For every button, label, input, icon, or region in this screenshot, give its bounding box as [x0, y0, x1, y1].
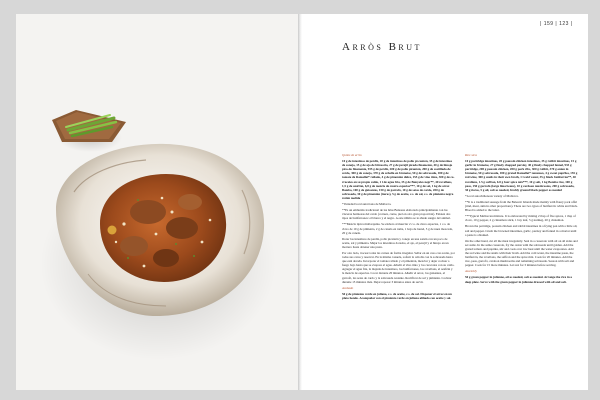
book-spread — [16, 14, 588, 390]
ceramic-bowl — [40, 144, 276, 360]
dish-photo — [16, 14, 298, 390]
garnish-heading-en: Assembly — [465, 269, 477, 274]
method-1-en: Brown the partridge, poussin chicken and rabbit intestines in a frying pan with a little oil, salt and pepper. Crush the browned intestines, garlic, parsley and fennel in a mortar until a paste is obtained. — [465, 224, 578, 237]
page-number: | 159 | 123 | — [540, 21, 573, 27]
ingredients-text-es: 10 g de intestinos de perdiz, 20 g de intestinos de pollo pi-cantón, 35 g de intestinos de conejo, 15 g de ajo de bitxaoria, 27 g de perejil picado finamente, 40 g de hinojo pica-do finamente, 935 g de perdiz, 200 g de pollo picantón, 200 g de costillada de cerdo, 300 g de conejo, 370 g de cebolla en brunoise, 50 g de sobrasada, 180 g de tomate de Ramallet* rallado, 4 g de pimentón dulce, 155 g de vino tinto, 300 g de ca-rracoles en su propio caldo, 1 l de agua fría, 35 g de Bunyoles negr**, 40 rovellons, 1,5 g de azafrán, 6,8 g de mezcla de cuatro especias***, 10 g de sal, 1 kg de arroz Bomba, 100 g de guisantes, 150 g de garrofó, 10 g de setas de cardo, 200 g de sobrasada, 30 g de pimentón (ñoras), 5 g de aceite, c.s. de sal, c.s. de pimienta negra recién molida — [342, 159, 455, 200]
method-1-es: Dorar los intestinos de perdiz, pollo picantón y conejo en una sartén con un poco de aceite, sal y pimienta. Majar los intestinos dorados, el ajo, el perejil y el hinojo en un mortero hasta obtener una pasta. — [342, 236, 449, 249]
ingredients-text-en: 10 g partridge intestines, 20 g poussin chicken intestines, 35 g rabbit intestines, 15 g garlic in brunoise, 27 g finely chopped parsley, 40 g finely chopped fennel, 935 g partridge, 200 g poussin chicken, 200 g pork ribs, 300 g rabbit, 370 g onion in brunoise, 50 g sobrasada, 180 g grated Ramallet* tomatoes, 4 g sweet paprika, 155 g red wine, 300 g snails in their own broth, 1 l cold water, 35 g black butifarrón**, 40 rovellons, 1.5 g saffron, 6.8 g four spice mix***, 10 g salt, 1 kg Bomba rice, 100 g peas, 150 g garrofó (large lima beans), 10 g cardoon mushrooms, 200 g sobrasada, 30 g ñoras, 5 g oil, salt as needed, freshly ground black pepper as needed — [465, 159, 578, 192]
note-2-es: **Es un embutido tradicional de las Islas Baleares elaborado principalmente con las vísceras harinosas del cerdo (corteza, carne, piel en otro gran proporción). Existen dos tipos de butifarrones: el blanco y el negro. A este último se le añade sangre del animal. — [342, 208, 451, 221]
ingredients-heading-en: Rice stew — [465, 153, 477, 157]
garnish-heading-es: Acabado — [342, 285, 354, 290]
recipe-title: Arròs Brut — [342, 41, 422, 53]
note-1-en: *Local autochthonous variety of Mallorca. — [465, 193, 519, 198]
note-3-es: ***Mezcla típica mallorquina. Se elabora al mezclar 2 c.s. de cinco especias, 1 c.s. de clavo de 10 g de pimienta, 2 g de canela en rama, 1 hoja de laurel, 5 g de nuez moscada, 20 g de canela. — [342, 222, 453, 235]
right-page — [302, 14, 588, 390]
left-page — [16, 14, 298, 390]
garnish-text-en: 50 g green pepper in julienne, oil as needed, salt as needed. Arrange the rice in a deep plate. Serve with the green pepper in julienne dressed with oil and salt. — [465, 275, 572, 284]
english-column — [465, 153, 578, 375]
note-2-en: **It is a traditional sausage from the Balearic Islands made mainly with floury pork offal (rind, meat, skin in other proportions). There are two types of butifarrón: white and black. Blood is added to the latter. — [465, 199, 578, 213]
spanish-column — [342, 153, 455, 375]
method-2-en: On the other hand, cut all the meat irregularly. Seal in a casserole with oil on all sides and set aside. In the same casserole, fry the onion with the sobrasada until golden. Add the grated tomato and paprika, stir and cook over low heat until the water evaporates. Add the red wine and the snails with their broth. Add the cold water, the intestine paste, the butifarrón, the rovellons, the saffron and the spice mix. Cook for 20 minutes. Add the rice, peas, garrofó, cardoon mushrooms and remaining sobrasada. Season with salt and pepper. Cook for 15 more minutes. Let rest for 3 minutes before serving. — [465, 238, 578, 268]
garnish-text-es: 50 g de pimiento verde en juliana, c.s. de aceite, c.s. de sal. Disponer el arroz en un plato hondo. Acompañar con el pimiento verde en juliana aliñado con aceite y sal. — [342, 291, 452, 300]
note-1-es: *Variedad local autóctona de Mallorca. — [342, 202, 392, 207]
ingredients-heading-es: Quitos de arròs — [342, 153, 362, 157]
note-3-en: ***Typical Mallorcan mixture. It is elaborated by mixing 2 tbsp of five spices, 1 tbsp of clove, 10 g pepper, 2 g cinnamon stick, 1 bay leaf, 5 g nutmeg, 20 g cinnamon. — [465, 214, 576, 223]
method-2-es: Por otro lado, trocear todas las carnes de forma irregular. Sellar en un caso con aceite, por todas sus caras y reservar. En la misma cazuela, sofreír la cebolla con la sobrasada hasta que esté dorada. Incorporar el tomate rallado y el pimentón, mezclar y dejar cocinar a fuego bajo hasta que se evapore el agua. Añadir el vino tinto y los caracoles con su caldo. Agregar el agua fría, la majada de intestinos, los butifarrones, los rovellons, el azafrán y la mezcla de especias. Cocer durante 20 minutos. Añadir el arroz, los guisantes, el garrofó, las setas de cardo y la sobrasada restante. Rectificar de sal y pimienta. Cocinar durante 15 minutos más. Dejar reposar 3 minutos antes de servir. — [342, 250, 455, 284]
